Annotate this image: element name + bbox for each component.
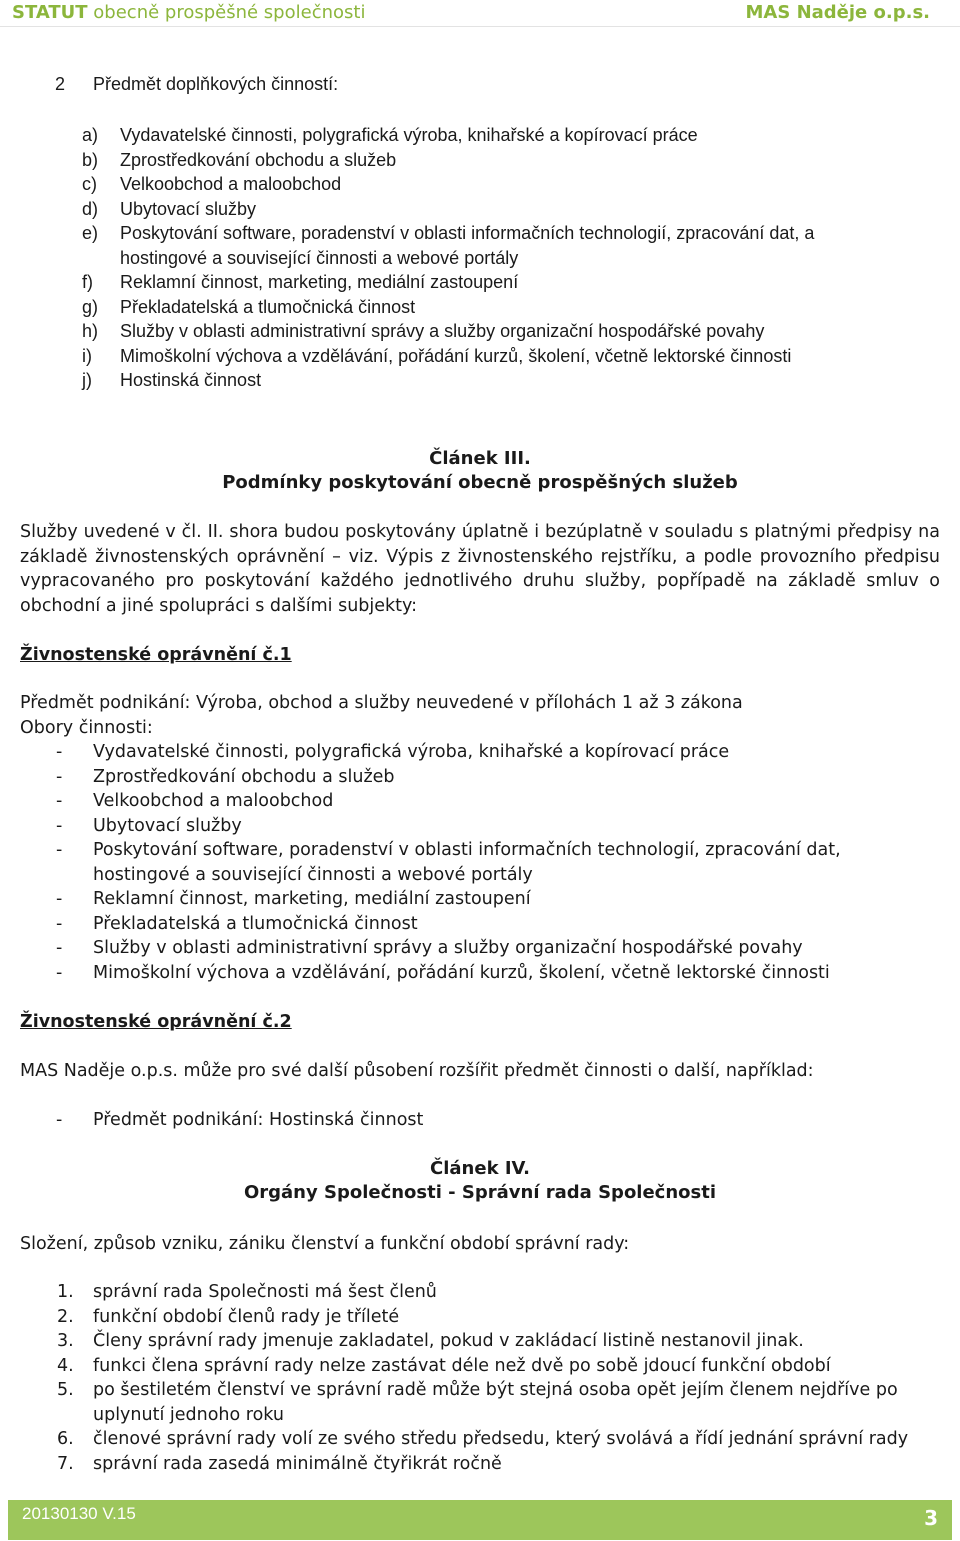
page-header [0,0,960,27]
list-item: - Mimoškolní výchova a vzdělávání, pořádání kurzů, školení, včetně lektorské činnosti [56,963,830,983]
list-item: - Ubytovací služby [56,816,242,836]
list-item: - Předmět podnikání: Hostinská činnost [56,1110,424,1130]
list-item-continuation: uplynutí jednoho roku [93,1405,284,1425]
footer-version: 20130130 V.15 [22,1504,136,1523]
list-item: 1. správní rada Společnosti má šest členů [57,1282,437,1302]
list-item: 5. po šestiletém členství ve správní radě může být stejná osoba opět jejím členem nejdříve po [57,1380,898,1400]
list-item: - Vydavatelské činnosti, polygrafická výroba, knihařské a kopírovací práce [56,742,730,762]
page-number: 3 [924,1506,938,1530]
page-footer [8,1500,952,1540]
list-item: d) Ubytovací služby [82,199,257,219]
list-item: g) Překladatelská a tlumočnická činnost [82,297,416,317]
licence-2-title: Živnostenské oprávnění č.2 [20,1012,292,1032]
article-4-subheading: Orgány Společnosti - Správní rada Společnosti [243,1182,717,1203]
licence-1-subject: Předmět podnikání: Výroba, obchod a služby neuvedené v přílohách 1 až 3 zákona [20,693,743,713]
article-3-heading: Článek III. [429,448,531,469]
list-item: e) Poskytování software, poradenství v oblasti informačních technologií, zpracování dat, a [82,223,815,243]
header-document-title: STATUT obecně prospěšné společnosti [12,2,366,23]
list-item: - Služby v oblasti administrativní správy a služby organizační hospodářské povahy [56,938,803,958]
list-item: 7. správní rada zasedá minimálně čtyřikrát ročně [57,1454,502,1474]
list-item: 6. členové správní rady volí ze svého středu předsedu, který svolává a řídí jednání správní rady [57,1429,909,1449]
licence-1-fields-label: Obory činnosti: [20,718,153,738]
header-organization: MAS Naděje o.p.s. [745,2,930,23]
list-item: 4. funkci člena správní rady nelze zastávat déle než dvě po sobě jdoucí funkční období [57,1356,831,1376]
licence-1-title: Živnostenské oprávnění č.1 [20,645,292,665]
list-item: - Překladatelská a tlumočnická činnost [56,914,418,934]
list-item: a) Vydavatelské činnosti, polygrafická výroba, knihařské a kopírovací práce [82,125,698,145]
list-item: - Reklamní činnost, marketing, mediální zastoupení [56,889,531,909]
article-3-subheading: Podmínky poskytování obecně prospěšných služeb [222,472,738,493]
list-item: c) Velkoobchod a maloobchod [82,174,342,194]
article-3-paragraph: Služby uvedené v čl. II. shora budou poskytovány úplatně i bezúplatně v souladu s platnými předpisy na základě živnostenských oprávnění – viz. Výpis z živnostenského rejstříku, a podle provozního předpisu vypracovaného pro poskytování každého jednotlivého druhu služby, popřípadě na základě smluv o obchodní a jiné spolupráci s dalšími subjekty: [20,522,940,616]
article-4-heading: Článek IV. [430,1158,530,1179]
licence-2-intro: MAS Naděje o.p.s. může pro své další působení rozšířit předmět činnosti o další, například: [20,1061,814,1081]
list-item-continuation: hostingové a související činnosti a webové portály [93,865,533,885]
list-item: h) Služby v oblasti administrativní správy a služby organizační hospodářské povahy [82,321,765,341]
list-item-continuation: hostingové a související činnosti a webové portály [120,248,519,268]
list-item: 3. Členy správní rady jmenuje zakladatel, pokud v zakládací listině nestanovil jinak. [57,1331,804,1351]
section-2-heading: 2 Předmět doplňkových činností: [55,74,339,94]
list-item: 2. funkční období členů rady je tříleté [57,1307,400,1327]
list-item: - Velkoobchod a maloobchod [56,791,334,811]
list-item: - Zprostředkování obchodu a služeb [56,767,395,787]
list-item: j) Hostinská činnost [82,370,262,390]
article-4-intro: Složení, způsob vzniku, zániku členství a funkční období správní rady: [20,1234,630,1254]
list-item: f) Reklamní činnost, marketing, mediální zastoupení [82,272,519,292]
list-item: i) Mimoškolní výchova a vzdělávání, pořádání kurzů, školení, včetně lektorské činnosti [82,346,792,366]
list-item: b) Zprostředkování obchodu a služeb [82,150,397,170]
list-item: - Poskytování software, poradenství v oblasti informačních technologií, zpracování dat, [56,840,841,860]
